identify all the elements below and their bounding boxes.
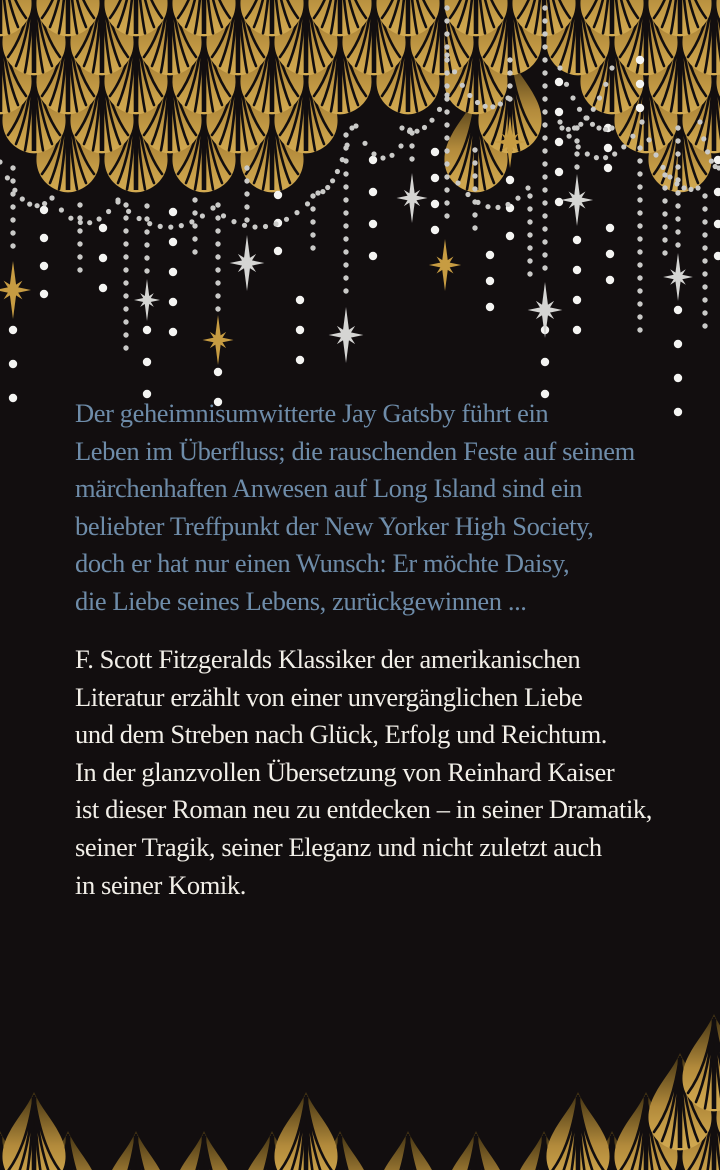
text-line: Der geheimnisumwitterte Jay Gatsby führt ein — [75, 398, 549, 428]
text-line: Literatur erzählt von einer unvergänglichen Liebe — [75, 681, 583, 712]
text-line: märchenhaften Anwesen auf Long Island sind ein — [75, 473, 583, 504]
text-line: seiner Tragik, seiner Eleganz und nicht zuletzt auch — [75, 831, 602, 862]
text-line: doch er hat nur einen Wunsch: Er möchte Daisy, — [75, 548, 570, 579]
text-line: die Liebe seines Lebens, zurückgewinnen ... — [75, 585, 527, 616]
text-line: in seiner Komik. — [75, 869, 246, 900]
text-line: In der glanzvollen Übersetzung von Reinhard Kaiser — [75, 756, 615, 787]
synopsis-paragraph — [75, 395, 695, 621]
text-line: beliebter Treffpunkt der New Yorker High Society, — [75, 510, 594, 541]
text-line: F. Scott Fitzgeralds Klassiker der amerikanischen — [75, 644, 581, 674]
text-line: und dem Streben nach Glück, Erfolg und Reichtum. — [75, 719, 608, 750]
text-line: Leben im Überfluss; die rauschenden Feste auf seinem — [75, 435, 635, 466]
text-line: ist dieser Roman neu zu entdecken – in seiner Dramatik, — [75, 794, 653, 825]
review-paragraph — [75, 641, 695, 904]
